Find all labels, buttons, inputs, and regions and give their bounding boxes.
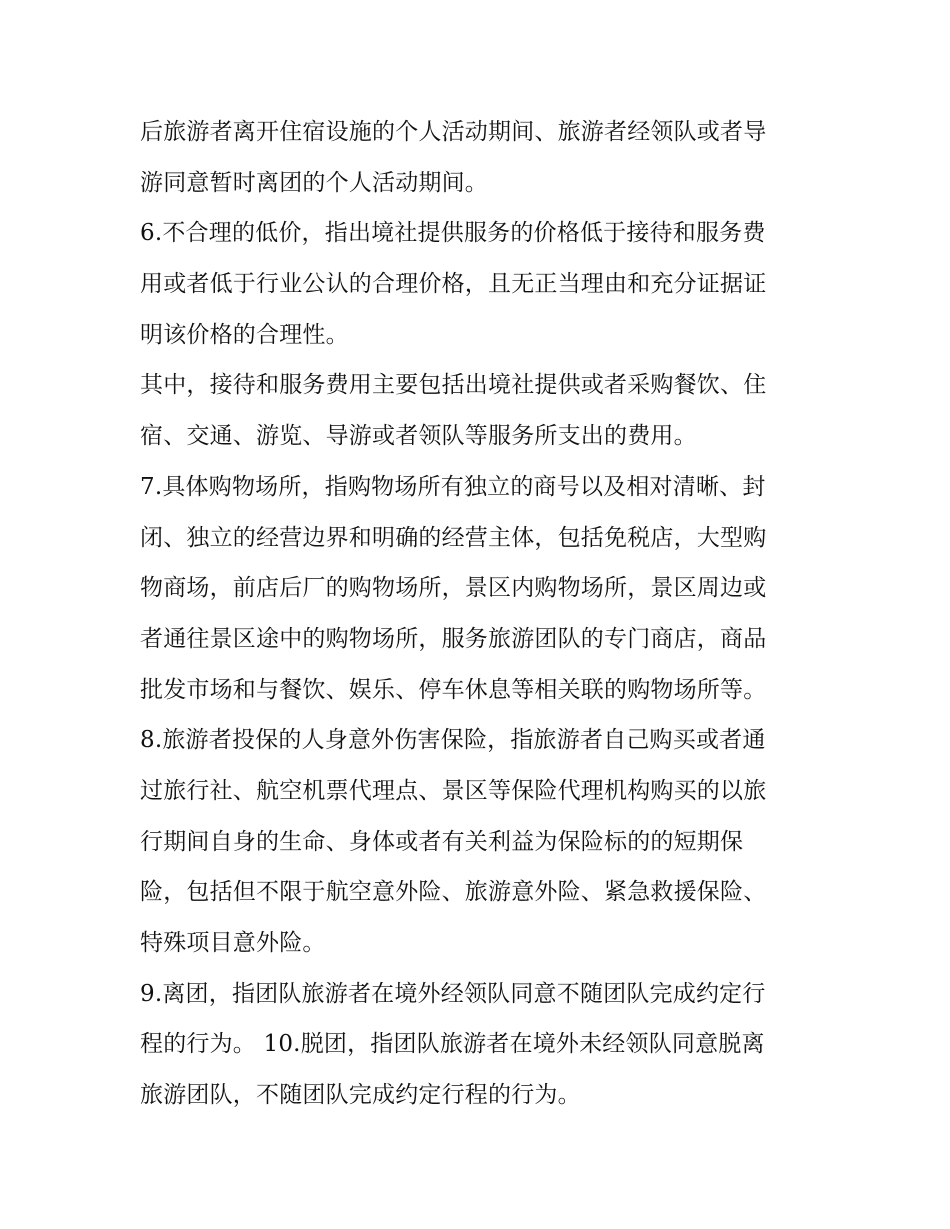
- text-line: 9.离团，指团队旅游者在境外经领队同意不随团队完成约定行: [140, 980, 766, 1007]
- text-line: 过旅行社、航空机票代理点、景区等保险代理机构购买的以旅: [140, 777, 767, 804]
- text-line: 其中，接待和服务费用主要包括出境社提供或者采购餐饮、住: [140, 372, 767, 399]
- text-line: 7.具体购物场所，指购物场所有独立的商号以及相对清晰、封: [140, 473, 766, 500]
- text-line: 6.不合理的低价，指出境社提供服务的价格低于接待和服务费: [140, 220, 766, 247]
- text-line: 物商场，前店后厂的购物场所，景区内购物场所，景区周边或: [140, 575, 767, 602]
- text-line: 用或者低于行业公认的合理价格，且无正当理由和充分证据证: [140, 271, 767, 298]
- text-line: 批发市场和与餐饮、娱乐、停车休息等相关联的购物场所等。: [140, 676, 767, 703]
- text-line: 险，包括但不限于航空意外险、旅游意外险、紧急救援保险、: [140, 879, 767, 906]
- text-line: 行期间自身的生命、身体或者有关利益为保险标的的短期保: [140, 828, 744, 855]
- text-line: 后旅游者离开住宿设施的个人活动期间、旅游者经领队或者导: [140, 119, 767, 145]
- text-line: 旅游团队，不随团队完成约定行程的行为。: [140, 1082, 581, 1109]
- text-line: 程的行为。 10.脱团，指团队旅游者在境外未经领队同意脱离: [140, 1031, 765, 1058]
- text-line: 宿、交通、游览、导游或者领队等服务所支出的费用。: [140, 423, 697, 450]
- text-line: 者通往景区途中的购物场所，服务旅游团队的专门商店，商品: [140, 625, 767, 652]
- text-line: 游同意暂时离团的个人活动期间。: [140, 169, 488, 196]
- text-line: 特殊项目意外险。: [140, 930, 326, 956]
- text-line: 闭、独立的经营边界和明确的经营主体，包括免税店，大型购: [140, 524, 767, 551]
- text-line: 8.旅游者投保的人身意外伤害保险，指旅游者自己购买或者通: [140, 727, 766, 754]
- text-line: 明该价格的合理性。: [140, 321, 349, 348]
- document-body: [140, 107, 820, 1121]
